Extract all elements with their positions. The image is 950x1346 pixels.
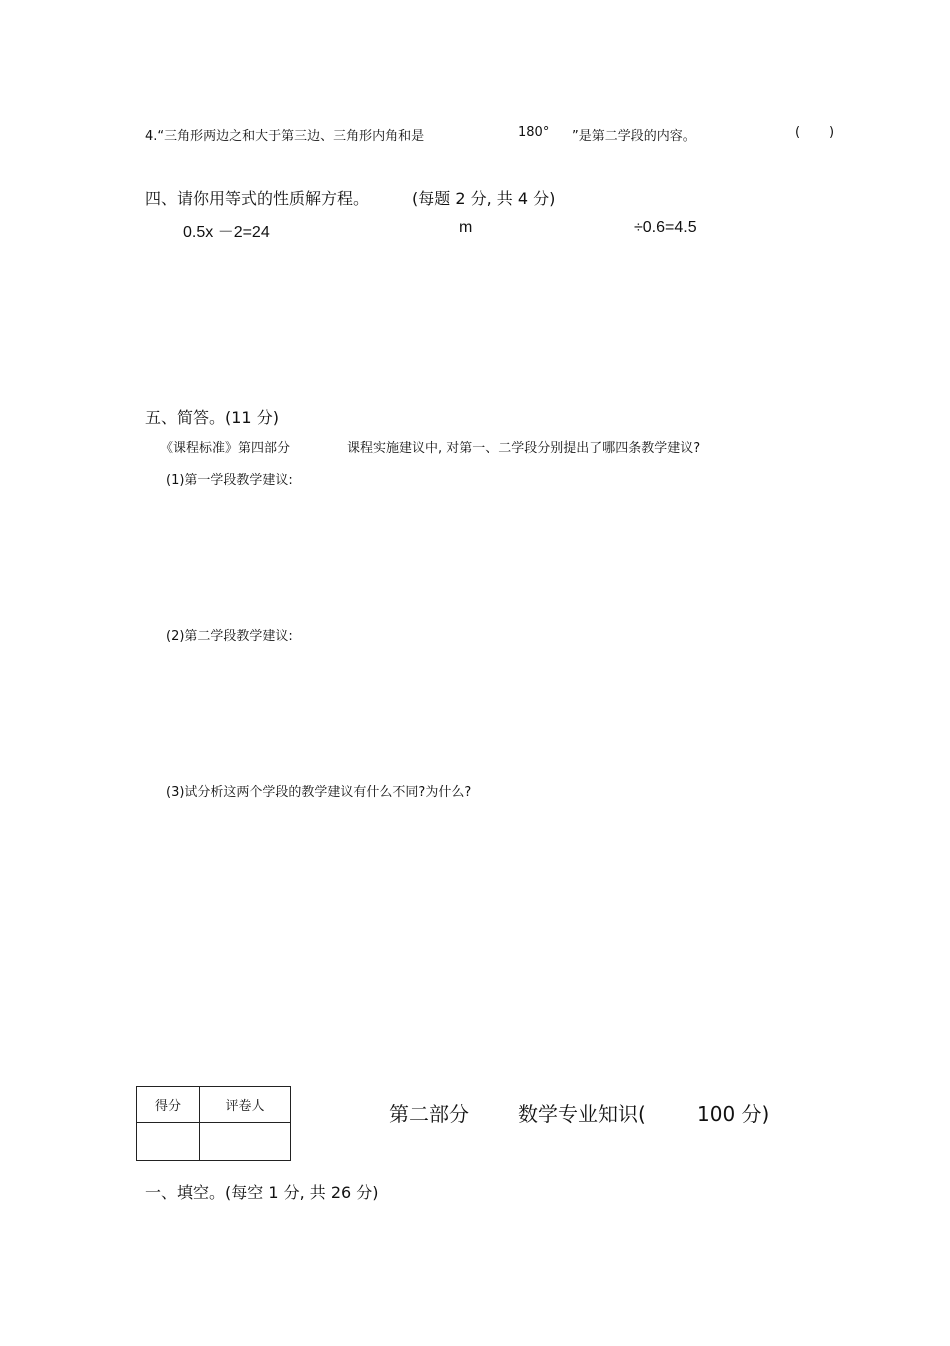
q4-degree: 180° bbox=[518, 125, 550, 140]
question-1: (1)第一学段教学建议: bbox=[166, 473, 293, 488]
section4-title: 四、请你用等式的性质解方程。 bbox=[145, 189, 370, 208]
section1-title: 一、填空。(每空 1 分, 共 26 分) bbox=[145, 1183, 379, 1202]
answer-paren-open: ( bbox=[795, 125, 801, 140]
q4-text: 4.“三角形两边之和大于第三边、三角形内角和是 bbox=[145, 129, 425, 144]
section5-prompt-a: 《课程标准》第四部分 bbox=[160, 441, 291, 456]
score-cell bbox=[137, 1123, 200, 1161]
grader-cell bbox=[200, 1123, 291, 1161]
section5-prompt-b: 课程实施建议中, 对第一、二学段分别提出了哪四条教学建议? bbox=[347, 441, 701, 456]
answer-paren-close: ) bbox=[829, 125, 835, 140]
grader-header: 评卷人 bbox=[200, 1087, 291, 1123]
score-table bbox=[136, 1086, 291, 1161]
question-3: (3)试分析这两个学段的教学建议有什么不同?为什么? bbox=[166, 785, 472, 800]
q4-tail: ”是第二学段的内容。 bbox=[572, 129, 696, 144]
score-header: 得分 bbox=[137, 1087, 200, 1123]
section5-title: 五、简答。(11 分) bbox=[145, 408, 279, 427]
part2-points: 100 分) bbox=[697, 1102, 770, 1126]
question-2: (2)第二学段教学建议: bbox=[166, 629, 293, 644]
equation-2-variable: m bbox=[459, 219, 473, 236]
equation-1: 0.5x －2=24 bbox=[183, 224, 270, 241]
part2-label: 第二部分 bbox=[389, 1102, 469, 1126]
equation-2-rest: ÷0.6=4.5 bbox=[634, 219, 697, 236]
part2-title: 数学专业知识( bbox=[518, 1102, 646, 1126]
section4-score: (每题 2 分, 共 4 分) bbox=[412, 189, 556, 208]
